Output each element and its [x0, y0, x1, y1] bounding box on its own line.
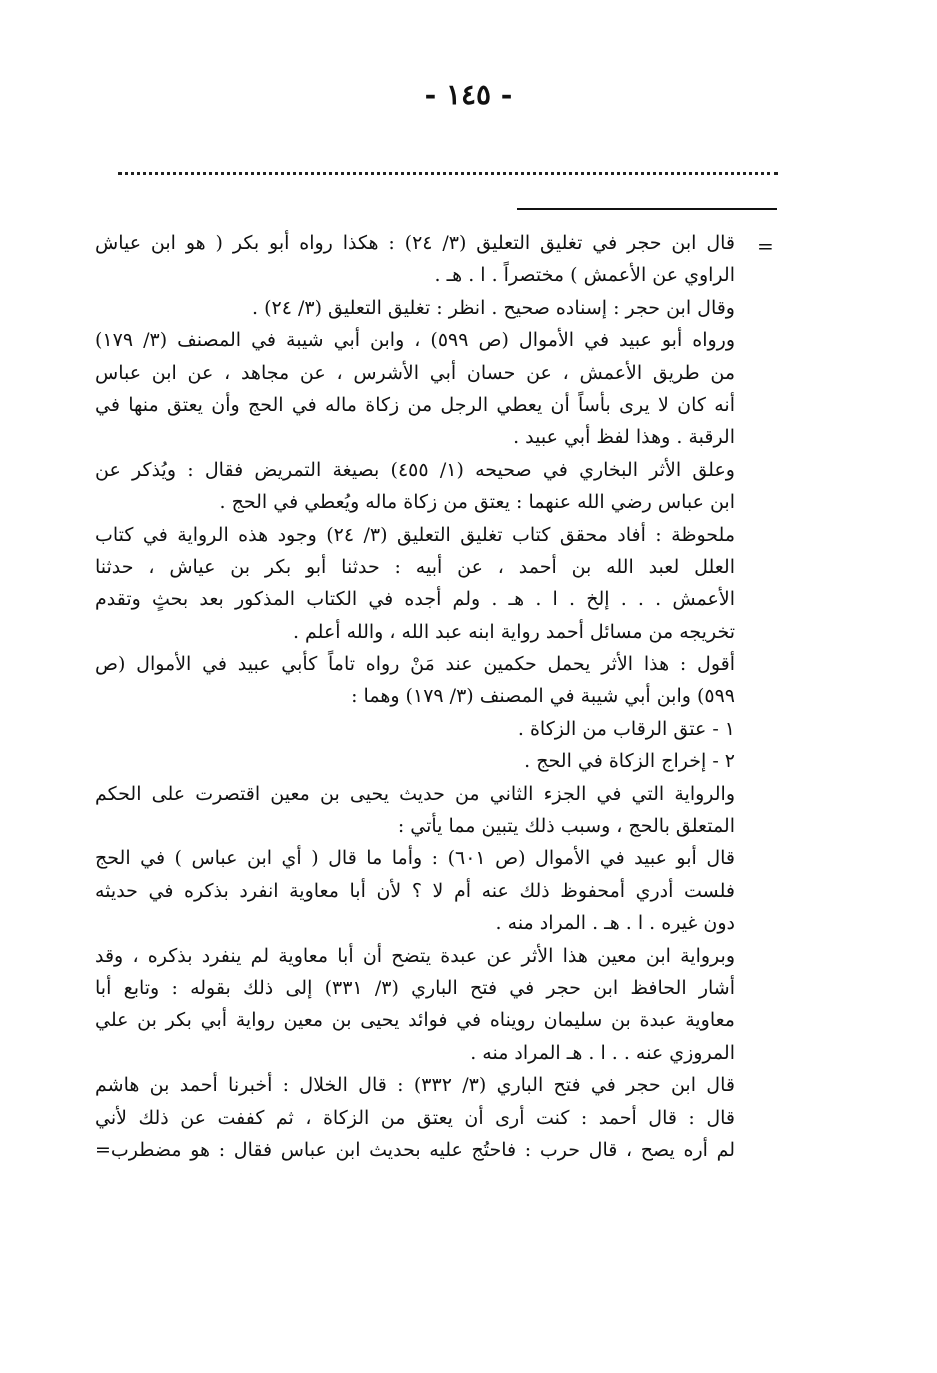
footnote-text: [95, 227, 735, 1166]
text-line: المروزي عنه . . ا . هـ المراد منه .: [470, 1041, 735, 1064]
text-line: ٥٩٩) وابن أبي شيبة في المصنف (٣/ ١٧٩) وهما :: [351, 685, 735, 708]
text-line: المتعلق بالحج ، وسبب ذلك يتبين مما يأتي :: [397, 815, 735, 838]
text-line: أقول : هذا الأثر يحمل حكمين عند مَنْ رواه تاماً كأبي عبيد في الأموال (ص: [95, 653, 735, 676]
text-line: قال ابن حجر في فتح الباري (٣/ ٣٣٢) : قال الخلال : أخبرنا أحمد بن هاشم: [95, 1074, 735, 1097]
footnote-rule: [517, 208, 777, 210]
text-line: العلل لعبد الله بن أحمد ، عن أبيه : حدثنا أبو بكر بن عياش ، حدثنا: [95, 555, 735, 578]
text-line: ورواه أبو عبيد في الأموال (ص ٥٩٩) ، وابن أبي شيبة في المصنف (٣/ ١٧٩): [95, 329, 735, 352]
text-line: الأعمش . . . إلخ . ا . هـ . ولم أجده في الكتاب المذكور بعد بحثٍ وتقدم: [95, 588, 735, 611]
text-line: ١ - عتق الرقاب من الزكاة .: [517, 717, 735, 740]
text-line: من طريق الأعمش ، عن حسان أبي الأشرس ، عن مجاهد ، عن ابن عباس: [95, 361, 735, 384]
text-line: قال أبو عبيد في الأموال (ص ٦٠١) : وأما ما قال ( أي ابن عباس ) في الحج: [95, 847, 735, 870]
text-line: أشار الحافظ ابن حجر في فتح الباري (٣/ ٣٣١) إلى ذلك بقوله : وتابع أبا: [95, 976, 735, 999]
continuation-marker: =: [757, 234, 774, 258]
text-line: لم أره يصح ، قال حرب : فاحتُج عليه بحديث ابن عباس فقال : هو مضطرب=: [95, 1138, 735, 1161]
text-line: فلست أدري أمحفوظ ذلك عنه أم لا ؟ لأن أبا معاوية انفرد بذكره في حديثه: [95, 879, 735, 902]
text-line: تخريجه من مسائل أحمد رواية ابنه عبد الله ، والله أعلم .: [292, 620, 735, 643]
text-line: أنه كان لا يرى بأساً أن يعطي الرجل من زكاة ماله في الحج وأن يعتق منها في: [95, 393, 735, 416]
text-line: قال ابن حجر في تغليق التعليق (٣/ ٢٤) : هكذا رواه أبو بكر ( هو ابن عياش: [95, 232, 735, 254]
text-line: والرواية التي في الجزء الثاني من حديث يحيى بن معين اقتصرت على الحكم: [95, 782, 735, 805]
text-line: الراوي عن الأعمش ) مختصراً . ا . هـ .: [434, 264, 735, 287]
text-line: وقال ابن حجر : إسناده صحيح . انظر : تغليق التعليق (٣/ ٢٤) .: [252, 296, 735, 319]
text-line: ٢ - إخراج الزكاة في الحج .: [524, 750, 735, 773]
text-line: قال : قال أحمد : كنت أرى أن يعتق من الزكاة ، ثم كففت عن ذلك لأني: [95, 1106, 735, 1129]
text-line: دون غيره . ا . هـ . المراد منه .: [495, 912, 735, 935]
text-line: معاوية عبدة بن سليمان رويناه في فوائد يحيى بن معين رواية أبي بكر بن علي: [95, 1009, 735, 1032]
text-line: ملحوظة : أفاد محقق كتاب تغليق التعليق (٣/ ٢٤) وجود هذه الرواية في كتاب: [95, 523, 735, 546]
text-line: وعلق الأثر البخاري في صحيحه (١/ ٤٥٥) بصيغة التمريض فقال : ويُذكر عن: [95, 458, 735, 481]
page-number: - ١٤٥ -: [424, 78, 513, 111]
text-line: وبرواية ابن معين هذا الأثر عن عبدة يتضح أن أبا معاوية لم ينفرد بذكره ، وقد: [95, 944, 735, 967]
dotted-separator: [118, 172, 778, 175]
text-line: ابن عباس رضي الله عنهما : يعتق من زكاة ماله ويُعطي في الحج .: [219, 491, 735, 514]
text-line: الرقبة . وهذا لفظ أبي عبيد .: [513, 426, 735, 449]
